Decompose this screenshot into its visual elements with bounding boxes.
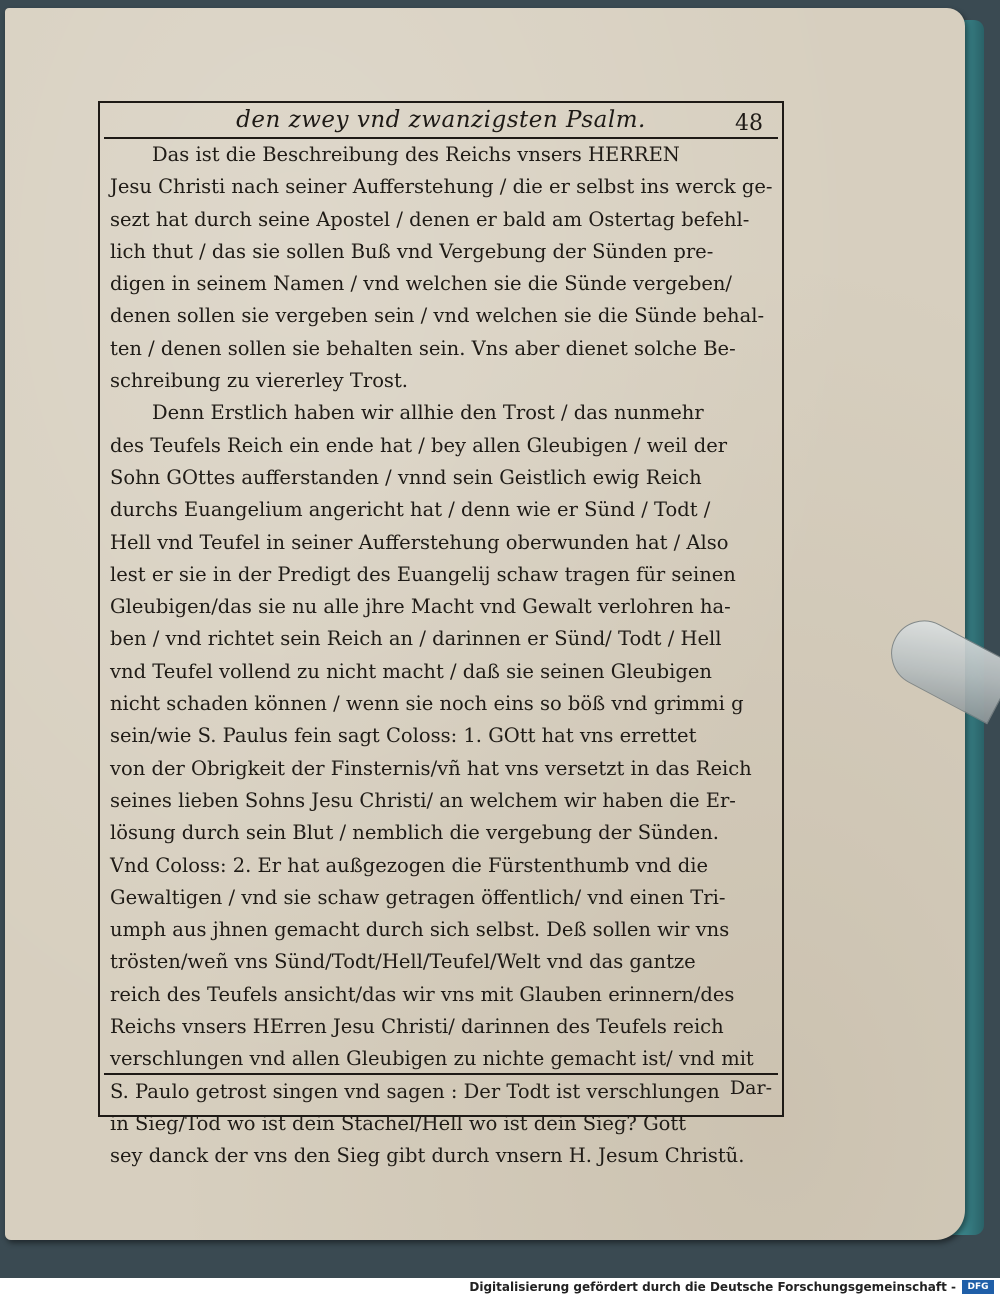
text-line: Das ist die Beschreibung des Reichs vnsers HERREN	[152, 143, 680, 166]
page-header	[104, 107, 778, 139]
text-line: lich thut / das sie sollen Buß vnd Vergebung der Sünden pre-	[110, 239, 714, 263]
text-line: umph aus jhnen gemacht durch sich selbst. Deß sollen wir vns	[110, 918, 730, 942]
text-line: seines lieben Sohns Jesu Christi/ an welchem wir haben die Er-	[110, 788, 736, 812]
text-line: Hell vnd Teufel in seiner Aufferstehung oberwunden hat / Also	[110, 530, 729, 554]
text-line: Gewaltigen / vnd sie schaw getragen öffentlich/ vnd einen Tri-	[110, 885, 726, 909]
text-line: Vnd Coloss: 2. Er hat außgezogen die Fürstenthumb vnd die	[110, 853, 708, 877]
text-line: sezt hat durch seine Apostel / denen er bald am Ostertag befehl-	[110, 207, 750, 231]
text-line: lest er sie in der Predigt des Euangelij schaw tragen für seinen	[110, 562, 736, 586]
text-frame	[98, 101, 784, 1168]
text-line: schreibung zu viererley Trost.	[110, 369, 408, 393]
catchword: Dar-	[729, 1077, 772, 1099]
dfg-logo: DFG	[962, 1280, 994, 1294]
bottom-rule	[104, 1073, 778, 1075]
text-line: sein/wie S. Paulus fein sagt Coloss: 1. GOtt hat vns errettet	[110, 724, 697, 748]
text-line: durchs Euangelium angericht hat / denn wie er Sünd / Todt /	[110, 498, 711, 522]
text-line: reich des Teufels ansicht/das wir vns mit Glauben erinnern/des	[110, 982, 735, 1006]
text-line: S. Paulo getrost singen vnd sagen : Der Todt ist verschlungen	[110, 1079, 720, 1103]
text-line: trösten/weñ vns Sünd/Todt/Hell/Teufel/Welt vnd das gantze	[110, 950, 696, 974]
text-line: sey danck der vns den Sieg gibt durch vnsern H. Jesum Christũ.	[110, 1144, 745, 1168]
text-line: des Teufels Reich ein ende hat / bey allen Gleubigen / weil der	[110, 433, 728, 457]
text-line: lösung durch sein Blut / nemblich die vergebung der Sünden.	[110, 821, 719, 845]
funding-credit: Digitalisierung gefördert durch die Deutsche Forschungsgemeinschaft -	[469, 1280, 956, 1294]
text-line: verschlungen vnd allen Gleubigen zu nichte gemacht ist/ vnd mit	[110, 1047, 754, 1071]
text-line: Sohn GOttes aufferstanden / vnnd sein Geistlich ewig Reich	[110, 465, 702, 489]
page-number: 48	[735, 111, 763, 136]
text-line: Jesu Christi nach seiner Aufferstehung / die er selbst ins werck ge-	[110, 175, 773, 199]
text-line: Reichs vnsers HErren Jesu Christi/ darinnen des Teufels reich	[110, 1015, 724, 1039]
text-line: in Sieg/Tod wo ist dein Stachel/Hell wo ist dein Sieg? Gott	[110, 1111, 687, 1135]
book-page	[5, 8, 965, 1240]
text-line: von der Obrigkeit der Finsternis/vñ hat vns versetzt in das Reich	[110, 756, 752, 780]
text-line: denen sollen sie vergeben sein / vnd welchen sie die Sünde behal-	[110, 304, 765, 328]
text-line: ten / denen sollen sie behalten sein. Vns aber dienet solche Be-	[110, 336, 736, 360]
running-title: den zwey vnd zwanzigsten Psalm.	[236, 107, 646, 133]
body-text	[110, 139, 774, 1173]
text-line: digen in seinem Namen / vnd welchen sie die Sünde vergeben/	[110, 272, 733, 296]
text-line: nicht schaden können / wenn sie noch eins so böß vnd grimmi g	[110, 692, 744, 716]
text-line: Denn Erstlich haben wir allhie den Trost / das nunmehr	[152, 401, 704, 425]
text-line: vnd Teufel vollend zu nicht macht / daß sie seinen Gleubigen	[110, 659, 712, 683]
text-line: Gleubigen/das sie nu alle jhre Macht vnd Gewalt verlohren ha-	[110, 595, 731, 619]
text-line: ben / vnd richtet sein Reich an / darinnen er Sünd/ Todt / Hell	[110, 627, 722, 651]
footer-bar	[0, 1278, 1000, 1297]
